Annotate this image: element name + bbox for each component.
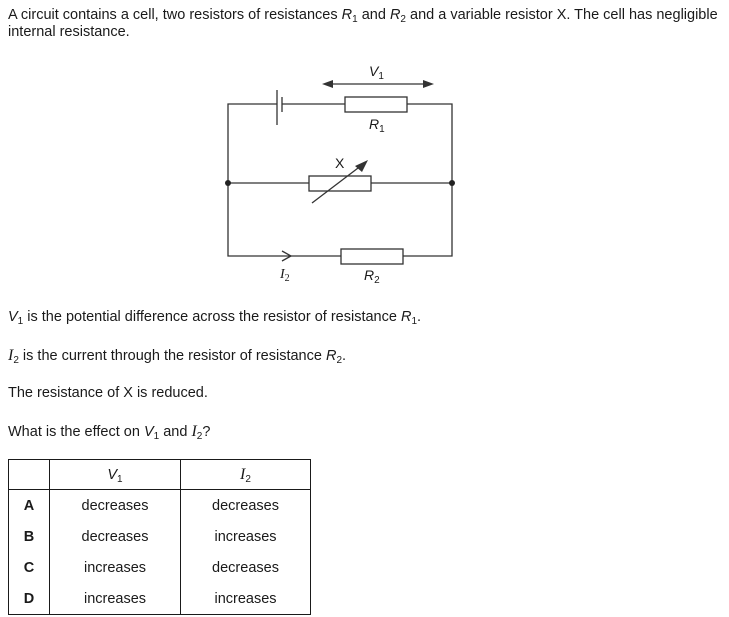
intro-and: and bbox=[357, 7, 390, 23]
variable-resistor-x bbox=[309, 176, 371, 191]
v1-effect: increases bbox=[50, 583, 181, 615]
r1-subscript: 1 bbox=[352, 14, 358, 25]
header-option bbox=[9, 460, 50, 490]
v1-effect: decreases bbox=[50, 521, 181, 552]
v1-label: $V_1$ bbox=[369, 63, 384, 82]
header-i2: $I_2$ bbox=[181, 460, 311, 490]
table-row[interactable] bbox=[9, 552, 311, 583]
i2-effect: decreases bbox=[181, 552, 311, 583]
table-row[interactable] bbox=[9, 521, 311, 552]
r2-subscript: 2 bbox=[400, 14, 406, 25]
wire-top-left bbox=[228, 104, 277, 183]
v1-arrow-left-head bbox=[322, 80, 333, 88]
x-label: X bbox=[335, 155, 345, 171]
table-header-row bbox=[9, 460, 311, 490]
option-label[interactable]: A bbox=[9, 490, 50, 522]
wire-bottom-right bbox=[403, 183, 452, 256]
r1-label: $R_1$ bbox=[369, 116, 385, 135]
wire-top-right bbox=[407, 104, 452, 183]
intro-text-end: and a variable resistor X. The cell has negligible internal resistance. bbox=[8, 7, 718, 40]
junction-left bbox=[225, 180, 231, 186]
junction-right bbox=[449, 180, 455, 186]
resistor-r1 bbox=[345, 97, 407, 112]
variable-arrow-head bbox=[355, 160, 368, 172]
option-label[interactable]: D bbox=[9, 583, 50, 615]
resistor-r2 bbox=[341, 249, 403, 264]
header-v1: $V_1$ bbox=[50, 460, 181, 490]
table-row[interactable] bbox=[9, 490, 311, 522]
i2-effect: increases bbox=[181, 521, 311, 552]
r2-label: $R_2$ bbox=[364, 267, 380, 286]
r2-symbol: R bbox=[389, 7, 401, 23]
intro-text: A circuit contains a cell, two resistors of resistances bbox=[8, 7, 342, 23]
i2-effect: decreases bbox=[181, 490, 311, 522]
i2-label: $I_2$ bbox=[280, 267, 290, 284]
definition-v1: $V_1$ is the potential difference across the resistor of resistance $R_1$. bbox=[8, 309, 422, 327]
answer-table bbox=[8, 459, 311, 615]
v1-effect: increases bbox=[50, 552, 181, 583]
r1-symbol: R bbox=[341, 7, 353, 23]
v1-arrow-right-head bbox=[423, 80, 434, 88]
i2-effect: increases bbox=[181, 583, 311, 615]
table-row[interactable] bbox=[9, 583, 311, 615]
definition-i2: $I_2$ is the current through the resistor of resistance $R_2$. bbox=[8, 347, 347, 366]
question-prompt: What is the effect on $V_1$ and $I_2$? bbox=[8, 423, 211, 442]
v1-effect: decreases bbox=[50, 490, 181, 522]
circuit-diagram bbox=[0, 0, 729, 300]
option-label[interactable]: B bbox=[9, 521, 50, 552]
option-label[interactable]: C bbox=[9, 552, 50, 583]
statement-x-reduced: The resistance of X is reduced. bbox=[8, 385, 208, 401]
